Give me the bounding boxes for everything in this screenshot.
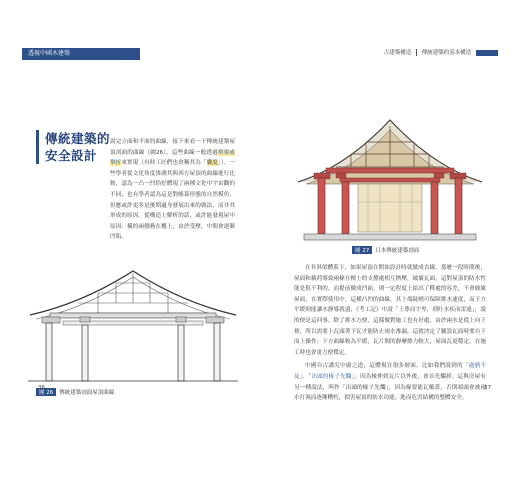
- page-number-right: 37: [484, 385, 491, 391]
- paragraph-text: 說完立面和平面的曲線，接下來看一下傳統建築屋頂剖面的曲線（圖26）。這些曲線一般透過: [110, 139, 235, 156]
- left-page: [10, 40, 260, 460]
- paragraph: [294, 361, 486, 403]
- figure-number: 圖 27: [352, 246, 372, 254]
- paragraph-text: 」，因為椽伸到瓦片以外後，會首先爛掉。這與房屋有另一種說法，叫作「出頭的椽子先爛」，因為椽要能瓦覆蓋，否則端頭會被雨水打濕而逐漸糟朽，損害屋頂的防水功能，進而危害結構的整體安全。: [294, 373, 486, 402]
- page-number-left: 36: [38, 385, 45, 391]
- running-header-right: [384, 48, 498, 56]
- right-body-text: [294, 263, 486, 407]
- highlight-term-nangdu: 囊度: [206, 160, 218, 167]
- section-title: [36, 130, 110, 164]
- paragraph-text: 來實現（有時工匠們也會稱其為「: [121, 160, 207, 167]
- figure-27-japanese-section: [296, 112, 484, 242]
- paragraph-text: 」）。一些學者從文化角度推測其與西方屋頂的曲線進行比較，認為一凸一凹恰好體現了兩種文化中宇宙觀的不同；也有學者認為這是對帳幕形態的自然模仿，但應或許更多是後期適身發展出來的做法，而非其形成的原因。從構造上解析的話，或許能發現屋中原因：橫的兩側務在樓上，由於受壓，中間會逐漸凹陷。: [110, 160, 235, 241]
- paragraph-text: 中國自古講究中庸之道，這體現在很多層面，比如我們說到的「: [305, 363, 469, 370]
- paragraph: 在非斜梁體系下，如果屋頂在開始設計時就做成直線，那麼一段時間後，屋面和載荷導致兩條在檁上的支撐處相互擠壓，破壞瓦面，這對屋頂的防水性能是很不利的，而提前做成凹面，則一定程度上給出了釋處的容差，不會破壞屋面，在實際使用中，這種凸凹的曲線，其上端陡峭可保障排水速度，而下方平緩則能讓水靜導就遠，《考工記》中說「上尊而宇卑，則吐水疾而雷遠」，說的便是這回事。除了排水方便，這樣做對施工也有好處，由於兩水是從上向下排，所以需要上瓦頭著下瓦才能防止雨水滲漏，這就決定了鋪設瓦面時要自下而上操作；下方曲線較為平緩，瓦片間的靜摩擦力較大，屋面瓦更穩定，在施工時也會更方便穩定。: [294, 265, 486, 356]
- paragraph-text: 」、「: [299, 373, 312, 380]
- section-label: 傳統建築的基本構造: [421, 50, 472, 56]
- figure-26-caption: [36, 388, 114, 396]
- section-title-line1: 傳統建築的: [45, 131, 111, 146]
- highlight-term-jujia: 舉架或舉折: [110, 149, 235, 167]
- header-tab-marker: [476, 50, 498, 56]
- left-body-text: [110, 137, 235, 243]
- quoted-phrase: 出頭的椽子先爛: [311, 373, 352, 380]
- figure-caption-text: 日本傳統建築剖面: [375, 248, 420, 254]
- quoted-phrase: 過猶不及: [294, 363, 486, 380]
- figure-26-roof-section: [28, 263, 238, 383]
- figure-27-caption: [352, 246, 419, 254]
- chapter-label: 古建築構造: [383, 50, 412, 56]
- running-header-left: 透視中國木建築: [22, 48, 140, 60]
- section-title-line2: 安全設計: [45, 148, 98, 163]
- figure-caption-text: 傳統建築剖面屋頂曲線: [59, 390, 115, 396]
- header-divider: [416, 49, 417, 56]
- figure-number: 圖 26: [36, 388, 56, 396]
